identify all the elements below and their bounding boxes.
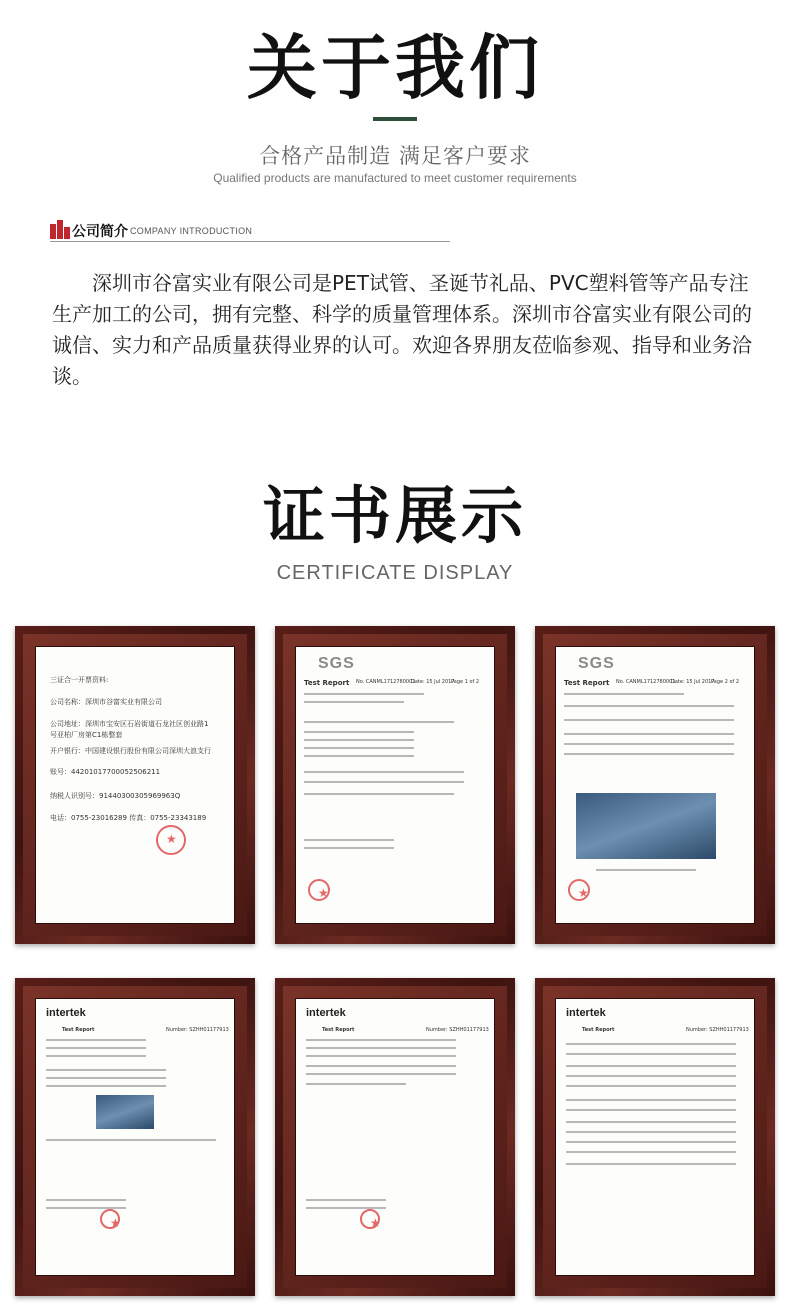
cert-line: 公司地址：深圳市宝安区石岩街道石龙社区创业路1 [50,720,209,728]
certificate-paper [295,998,495,1276]
about-subtitle-cn: 合格产品制造 满足客户要求 [259,144,531,168]
intro-heading-en: COMPANY INTRODUCTION [130,226,253,236]
cert-line: Date: 15 Jul 2017 [671,679,715,685]
cert-line: 三证合一开票资料: [50,676,109,684]
intro-divider [50,241,450,242]
seal-icon [360,1209,380,1229]
cert-line: Date: 15 Jul 2017 [411,679,455,685]
cert-line: Page 2 of 2 [711,679,740,685]
cert-line: Page 1 of 2 [451,679,480,685]
cert-line: 账号：44201017700052506211 [50,768,161,776]
intro-body: 深圳市谷富实业有限公司是PET试管、圣诞节礼品、PVC塑料管等产品专注生产加工的公司，拥有完整、科学的质量管理体系。深圳市谷富实业有限公司的诚信、实力和产品质量获得业界的认可。欢迎各界朋友莅临参观、指导和业务洽谈。 [52,271,752,388]
certificate-paper [295,646,495,924]
cert-line: Test Report [564,679,610,687]
about-title: 关于我们 [247,27,543,109]
cert-line: 号亚柏厂房第C1栋整套 [50,731,123,739]
cert-line: 电话：0755-23016289 传真：0755-23343189 [50,814,207,822]
certificate-frame-2[interactable] [275,626,515,944]
accent-bar [373,117,417,121]
seal-icon [568,879,590,901]
seal-icon [308,879,330,901]
cert-line: Test Report [62,1027,95,1033]
intro-heading [50,219,450,243]
seal-icon [100,1209,120,1229]
intertek-logo: intertek [306,1007,346,1019]
cert-line: 纳税人识别号：91440300305969963Q [50,792,181,800]
certificate-frame-6[interactable] [535,978,775,1296]
certificate-title: 证书展示 [262,479,527,552]
certificate-frame-5[interactable] [275,978,515,1296]
certificate-frame-4[interactable] [15,978,255,1296]
intro-heading-cn: 公司简介 [72,224,128,240]
about-subtitle-en: Qualified products are manufactured to meet customer requirements [213,171,577,185]
sample-photo [96,1095,154,1129]
cert-line: Test Report [304,679,350,687]
cert-line: Number: SZHH01177913 [426,1027,489,1033]
cert-line: Test Report [322,1027,355,1033]
cert-line: No. CANML1712780001 [616,679,676,685]
intertek-logo: intertek [566,1007,606,1019]
sample-photo [576,793,716,859]
sgs-logo: SGS [318,655,355,672]
seal-icon [156,825,186,855]
certificate-frame-1[interactable] [15,626,255,944]
intertek-logo: intertek [46,1007,86,1019]
sgs-logo: SGS [578,655,615,672]
certificate-paper [35,998,235,1276]
certificate-paper [35,646,235,924]
cert-line: 公司名称：深圳市谷富实业有限公司 [50,698,162,706]
certificate-subtitle: CERTIFICATE DISPLAY [276,562,514,584]
cert-line: Test Report [582,1027,615,1033]
certificate-paper [555,998,755,1276]
certificate-frame-3[interactable] [535,626,775,944]
cert-line: Number: SZHH01177913 [686,1027,749,1033]
certificate-paper [555,646,755,924]
cert-line: Number: SZHH01177913 [166,1027,229,1033]
building-icon [50,220,70,239]
cert-line: No. CANML1712780001 [356,679,416,685]
cert-line: 开户银行：中国建设银行股份有限公司深圳大浪支行 [50,747,211,755]
